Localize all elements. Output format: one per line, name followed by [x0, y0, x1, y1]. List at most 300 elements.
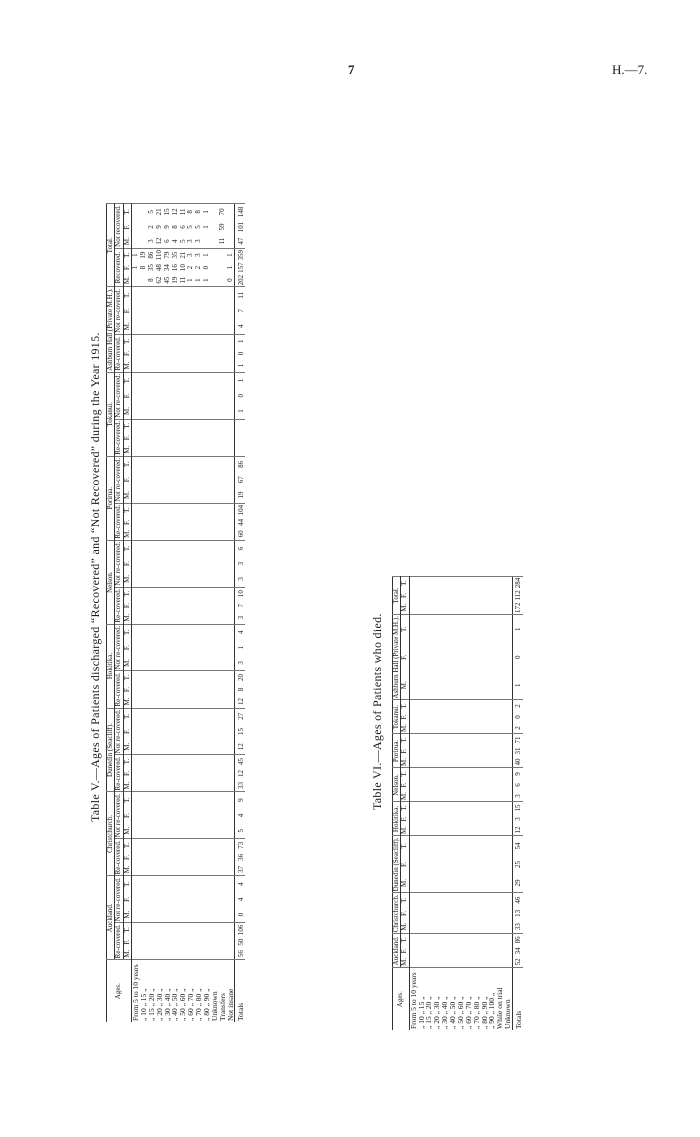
- cell: [187, 347, 195, 359]
- cell: [441, 802, 449, 814]
- cell: [179, 612, 187, 625]
- age-label: „ 30 „ 40 „: [164, 960, 172, 1022]
- cell: [504, 836, 512, 855]
- cell: [219, 456, 227, 472]
- cell: [457, 836, 465, 855]
- cell: [195, 335, 203, 348]
- cell: [187, 755, 195, 768]
- cell: [457, 945, 465, 956]
- cell: [457, 700, 465, 712]
- mft-header: T.: [123, 624, 131, 640]
- cell: [465, 615, 473, 644]
- cell: [171, 708, 179, 724]
- cell: [211, 600, 219, 612]
- cell: [140, 767, 148, 779]
- cell: [441, 790, 449, 802]
- cell: [433, 779, 441, 790]
- cell: [187, 684, 195, 696]
- cell: [504, 700, 512, 712]
- cell: [488, 790, 496, 802]
- cell: [179, 671, 187, 684]
- cell: [449, 813, 457, 824]
- cell: [140, 287, 148, 303]
- cell: [140, 318, 148, 334]
- cell: [140, 792, 148, 808]
- cell: [418, 643, 426, 671]
- cell: [409, 802, 417, 814]
- total-not-recovered-cell: 9: [154, 225, 163, 229]
- total-cell: 172: [514, 602, 523, 614]
- cell: [171, 839, 179, 852]
- cell: [171, 823, 179, 839]
- cell: [203, 587, 211, 600]
- total-cell: 67: [235, 472, 245, 487]
- sub-header: Not re-covered.: [114, 625, 123, 670]
- cell: [227, 287, 235, 303]
- table-row: [179, 204, 187, 1022]
- total-cell: 3: [235, 556, 245, 571]
- cell: [171, 600, 179, 612]
- cell: [179, 388, 187, 403]
- cell: [211, 923, 219, 937]
- cell: [187, 739, 195, 755]
- mft-header: F.: [401, 907, 409, 920]
- total-cell: 44: [235, 517, 245, 528]
- total-cell: 12: [235, 739, 245, 755]
- cell: [132, 923, 140, 937]
- cell: [132, 892, 140, 907]
- total-cell: 12: [235, 767, 245, 779]
- cell: [219, 318, 227, 334]
- total-recovered-cell: 1: [194, 278, 203, 282]
- total-not-recovered-cell: 4: [170, 239, 179, 243]
- cell: [409, 855, 417, 873]
- cell: [179, 303, 187, 318]
- cell: [449, 855, 457, 873]
- sub-header: Not re-covered.: [114, 793, 123, 838]
- cell: [504, 855, 512, 873]
- mft-header: F.: [401, 855, 409, 873]
- cell: [187, 540, 195, 556]
- total-cell: 7: [235, 303, 245, 318]
- cell: [227, 876, 235, 892]
- cell: [504, 945, 512, 956]
- cell: [171, 755, 179, 768]
- cell: [409, 711, 417, 722]
- cell: [132, 388, 140, 403]
- mft-header: F.: [123, 432, 131, 444]
- cell: [211, 708, 219, 724]
- cell: [219, 892, 227, 907]
- group-header: Dunedin (Seacliff).: [107, 708, 115, 792]
- mft-header: T.: [401, 576, 409, 589]
- cell: [425, 956, 433, 968]
- total-recovered-cell: 1: [225, 265, 234, 270]
- cell: [433, 920, 441, 934]
- cell: [227, 432, 235, 444]
- cell: [219, 503, 227, 517]
- cell: [227, 839, 235, 852]
- mft-header: F.: [123, 851, 131, 863]
- total-cell: 284: [514, 577, 523, 589]
- cell: [148, 792, 156, 808]
- total-recovered-cell: 110: [154, 249, 163, 261]
- cell: [171, 303, 179, 318]
- cell: [219, 624, 227, 640]
- cell: [211, 419, 219, 432]
- cell: [140, 503, 148, 517]
- cell: [132, 640, 140, 655]
- mft-header: T.: [401, 700, 409, 712]
- cell: [156, 684, 164, 696]
- cell: [409, 907, 417, 920]
- cell: [504, 576, 512, 589]
- total-recovered-cell: 48: [154, 264, 163, 272]
- cell: [132, 335, 140, 348]
- mft-header: T.: [123, 287, 131, 303]
- cell: [418, 589, 426, 601]
- cell: [140, 556, 148, 571]
- cell: [473, 855, 481, 873]
- total-cell: 5: [235, 823, 245, 839]
- cell: [227, 724, 235, 739]
- cell: [496, 576, 504, 589]
- cell: [203, 808, 211, 823]
- cell: [164, 287, 172, 303]
- cell: [227, 372, 235, 388]
- cell: [504, 671, 512, 700]
- cell: [171, 808, 179, 823]
- cell: [227, 684, 235, 696]
- cell: [211, 907, 219, 923]
- table-vi-block: [370, 386, 640, 1030]
- cell: [473, 790, 481, 802]
- cell: [164, 335, 172, 348]
- cell: [148, 936, 156, 947]
- cell: [171, 318, 179, 334]
- cell: [488, 734, 496, 746]
- cell: [156, 739, 164, 755]
- cell: [481, 768, 489, 780]
- table-row: [504, 576, 512, 1030]
- cell: [164, 303, 172, 318]
- total-recovered-cell: 34: [162, 264, 171, 272]
- cell: [227, 640, 235, 655]
- cell: [195, 303, 203, 318]
- cell: [195, 671, 203, 684]
- cell: [504, 874, 512, 893]
- age-label: While on trial: [496, 968, 504, 1030]
- cell: [132, 907, 140, 923]
- cell: [488, 615, 496, 644]
- cell: [418, 945, 426, 956]
- cell: [481, 956, 489, 968]
- total-cell: 0: [235, 347, 245, 359]
- cell: [203, 419, 211, 432]
- cell: [227, 347, 235, 359]
- cell: [171, 724, 179, 739]
- cell: [164, 624, 172, 640]
- cell: [156, 936, 164, 947]
- total-recovered-cell: 19: [170, 276, 179, 284]
- cell: [465, 734, 473, 746]
- ages-header: Ages.: [107, 960, 132, 1022]
- cell: [211, 517, 219, 528]
- cell: [132, 863, 140, 876]
- cell: [488, 893, 496, 907]
- cell: [171, 739, 179, 755]
- cell: [195, 767, 203, 779]
- total-cell: 2: [513, 700, 523, 712]
- cell: [164, 739, 172, 755]
- table-row: [227, 204, 235, 1022]
- cell: [481, 813, 489, 824]
- cell: [465, 956, 473, 968]
- cell: [449, 602, 457, 615]
- total-cell: 112: [514, 590, 523, 601]
- group-header: Ashburn Hall (Private M.H.).: [106, 288, 114, 371]
- cell: [179, 863, 187, 876]
- sub-header: Re-covered.: [114, 756, 123, 791]
- total-recovered-cell: 19: [140, 248, 148, 261]
- cell: [148, 923, 156, 937]
- cell: [148, 318, 156, 334]
- cell: [140, 587, 148, 600]
- cell: [203, 487, 211, 503]
- cell: [473, 934, 481, 946]
- cell: [156, 640, 164, 655]
- cell: [187, 388, 195, 403]
- cell: [148, 612, 156, 625]
- cell: [473, 802, 481, 814]
- cell: [171, 948, 179, 960]
- cell: [187, 303, 195, 318]
- total-not-recovered-cell: 11: [217, 237, 226, 245]
- age-label: „ 50 „ 60 „: [179, 960, 187, 1022]
- total-cell: 36: [235, 851, 245, 863]
- cell: [496, 907, 504, 920]
- cell: [132, 936, 140, 947]
- sub-header: Re-covered.: [114, 504, 123, 539]
- cell: [496, 756, 504, 768]
- cell: [457, 615, 465, 644]
- cell: [179, 708, 187, 724]
- table-vi-title: Table VI.—Ages of Patients who died.: [370, 613, 384, 810]
- cell: [465, 945, 473, 956]
- cell: [164, 640, 172, 655]
- cell: [164, 923, 172, 937]
- cell: [441, 779, 449, 790]
- cell: [504, 722, 512, 734]
- cell: [179, 907, 187, 923]
- cell: [227, 851, 235, 863]
- cell: [433, 855, 441, 873]
- cell: [227, 612, 235, 625]
- cell: [203, 724, 211, 739]
- cell: [179, 517, 187, 528]
- cell: [211, 936, 219, 947]
- cell: [418, 756, 426, 768]
- cell: [504, 745, 512, 756]
- cell: [211, 755, 219, 768]
- cell: [433, 768, 441, 780]
- cell: [481, 722, 489, 734]
- cell: [203, 696, 211, 709]
- age-label: „ 80 „ 90 „: [481, 968, 489, 1030]
- mft-header: T.: [401, 734, 409, 746]
- cell: [465, 790, 473, 802]
- cell: [409, 813, 417, 824]
- cell: [433, 615, 441, 644]
- total-cell: 25: [513, 855, 523, 873]
- mft-header: F.: [123, 892, 131, 907]
- sub-header: Not re-covered.: [114, 457, 123, 502]
- cell: [425, 934, 433, 946]
- cell: [457, 934, 465, 946]
- cell: [211, 571, 219, 587]
- mft-header: T.: [123, 335, 131, 348]
- cell: [481, 756, 489, 768]
- mft-header: T.: [401, 802, 409, 814]
- cell: [187, 863, 195, 876]
- cell: [164, 360, 172, 373]
- cell: [179, 347, 187, 359]
- cell: [132, 851, 140, 863]
- cell: [425, 790, 433, 802]
- cell: [171, 360, 179, 373]
- cell: [211, 671, 219, 684]
- cell: [488, 722, 496, 734]
- cell: [481, 602, 489, 615]
- cell: [496, 893, 504, 907]
- cell: [433, 934, 441, 946]
- cell: [203, 318, 211, 334]
- cell: [179, 318, 187, 334]
- cell: [441, 700, 449, 712]
- cell: [195, 892, 203, 907]
- table-row: [449, 576, 457, 1030]
- mft-header: F.: [401, 779, 409, 790]
- cell: [171, 556, 179, 571]
- mft-header: T.: [123, 839, 131, 852]
- cell: [211, 347, 219, 359]
- total-recovered-cell: 35: [171, 248, 179, 261]
- cell: [171, 487, 179, 503]
- mft-header: T.: [401, 893, 409, 907]
- cell: [156, 892, 164, 907]
- cell: [179, 640, 187, 655]
- cell: [148, 419, 156, 432]
- cell: [433, 643, 441, 671]
- cell: [219, 372, 227, 388]
- cell: [164, 808, 172, 823]
- cell: [481, 855, 489, 873]
- cell: [457, 722, 465, 734]
- cell: [418, 836, 426, 855]
- group-header: Tokanui.: [393, 700, 401, 734]
- cell: [409, 934, 417, 946]
- cell: [148, 655, 156, 671]
- cell: [227, 472, 235, 487]
- cell: [465, 756, 473, 768]
- cell: [203, 655, 211, 671]
- mft-header: M.: [123, 655, 131, 671]
- cell: [481, 589, 489, 601]
- cell: [195, 372, 203, 388]
- cell: [425, 589, 433, 601]
- cell: [496, 874, 504, 893]
- cell: [164, 671, 172, 684]
- total-recovered-cell: 3: [187, 248, 195, 261]
- age-label: „ 20 „ 30 „: [156, 960, 164, 1022]
- cell: [156, 503, 164, 517]
- total-not-recovered-cell: 59: [217, 223, 226, 231]
- cell: [425, 920, 433, 934]
- total-cell: 4: [235, 624, 245, 640]
- cell: [433, 589, 441, 601]
- cell: [409, 893, 417, 907]
- cell: [195, 755, 203, 768]
- mft-header: F.: [123, 600, 131, 612]
- cell: [164, 839, 172, 852]
- mft-header: F.: [123, 347, 131, 359]
- cell: [164, 347, 172, 359]
- cell: [496, 589, 504, 601]
- cell: [164, 587, 172, 600]
- cell: [418, 920, 426, 934]
- cell: [211, 540, 219, 556]
- cell: [148, 517, 156, 528]
- cell: [187, 792, 195, 808]
- cell: [164, 779, 172, 792]
- cell: [203, 684, 211, 696]
- cell: [156, 600, 164, 612]
- cell: [164, 724, 172, 739]
- cell: [148, 640, 156, 655]
- cell: [488, 945, 496, 956]
- cell: [504, 643, 512, 671]
- cell: [156, 360, 164, 373]
- cell: [449, 734, 457, 746]
- cell: [488, 920, 496, 934]
- table-row: [171, 204, 179, 1022]
- cell: [156, 779, 164, 792]
- total-recovered-cell: 3: [195, 248, 203, 261]
- total-not-recovered-cell: [132, 234, 140, 248]
- total-cell: 8: [235, 684, 245, 696]
- cell: [211, 388, 219, 403]
- cell: [179, 472, 187, 487]
- total-cell: 3: [513, 813, 523, 824]
- cell: [156, 287, 164, 303]
- cell: [449, 722, 457, 734]
- group-header: Dunedin (Seacliff).: [392, 837, 400, 892]
- cell: [203, 851, 211, 863]
- cell: [171, 587, 179, 600]
- cell: [195, 528, 203, 540]
- cell: [473, 945, 481, 956]
- cell: [156, 708, 164, 724]
- cell: [156, 876, 164, 892]
- cell: [148, 696, 156, 709]
- cell: [132, 487, 140, 503]
- cell: [441, 671, 449, 700]
- cell: [449, 711, 457, 722]
- cell: [195, 655, 203, 671]
- cell: [187, 640, 195, 655]
- cell: [496, 779, 504, 790]
- total-cell: 157: [236, 262, 245, 273]
